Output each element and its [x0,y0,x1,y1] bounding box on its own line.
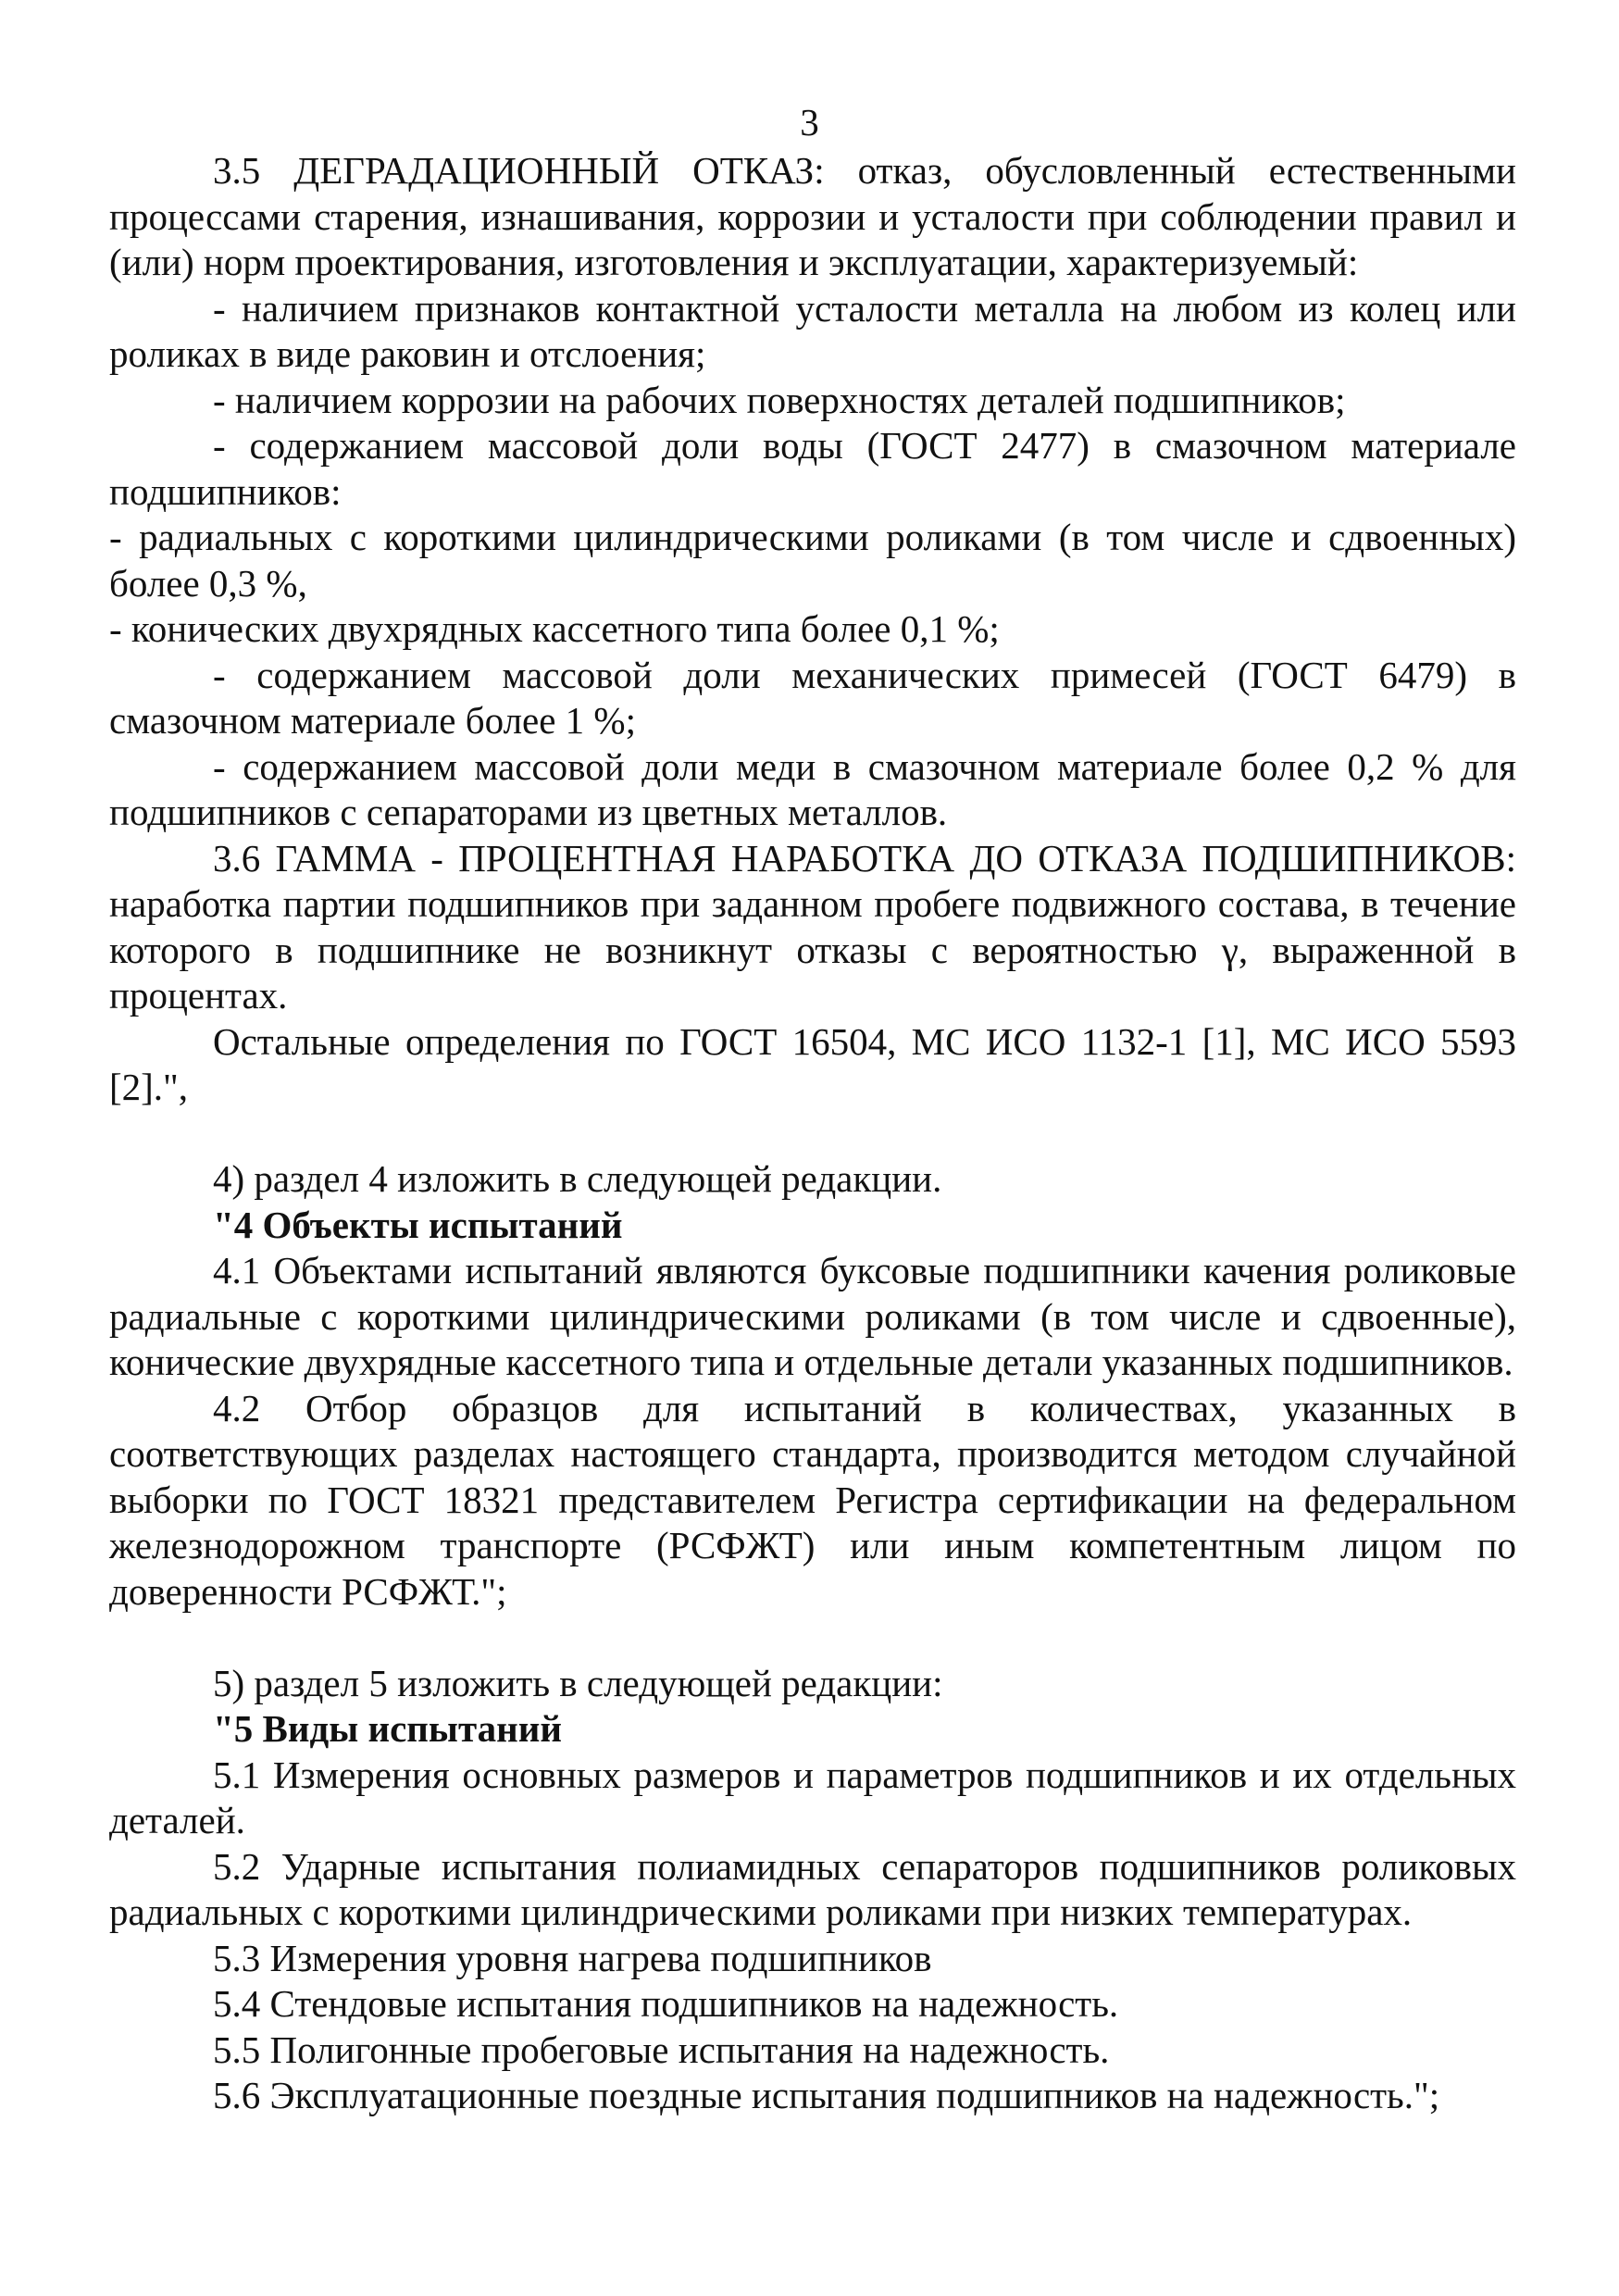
paragraph-5-5: 5.5 Полигонные пробеговые испытания на надежность. [213,2028,1110,2071]
section-heading-5: "5 Виды испытаний [213,1707,562,1750]
paragraph-item-4: 4) раздел 4 изложить в следующей редакции. [213,1157,942,1200]
paragraph-item-5: 5) раздел 5 изложить в следующей редакции: [213,1661,943,1704]
paragraph-contact-fatigue: - наличием признаков контактной усталости металла на любом из колец или роликах в виде раковин и отслоения; [109,286,1516,375]
paragraph-other-definitions: Остальные определения по ГОСТ 16504, МС ИСО 1132-1 [1], МС ИСО 5593 [2].", [109,1019,1516,1108]
paragraph-copper-content: - содержанием массовой доли меди в смазочном материале более 0,2 % для подшипников с сепараторами из цветных металлов. [109,744,1516,833]
paragraph-5-6: 5.6 Эксплуатационные поездные испытания подшипников на надежность."; [213,2074,1440,2116]
paragraph-5-1: 5.1 Измерения основных размеров и параметров подшипников и их отдельных деталей. [109,1753,1516,1841]
paragraph-mechanical-impurities: - содержанием массовой доли механических примесей (ГОСТ 6479) в смазочном материале более 1 %; [109,653,1516,742]
page-number: 3 [800,101,819,144]
paragraph-5-2: 5.2 Ударные испытания полиамидных сепараторов подшипников роликовых радиальных с короткими цилиндрическими роликами при низких температурах. [109,1844,1516,1933]
paragraph-radial-water: - радиальных с короткими цилиндрическими роликами (в том числе и сдвоенных) более 0,3 %, [109,516,1516,605]
section-heading-4: "4 Объекты испытаний [213,1203,623,1246]
paragraph-gap [109,1615,1516,1661]
paragraph-gap [109,1111,1516,1157]
paragraph-3-5: 3.5 ДЕГРАДАЦИОННЫЙ ОТКАЗ: отказ, обусловленный естественными процессами старения, изнашивания, коррозии и усталости при соблюдении правил и (или) норм проектирования, изготовления и эксплуатации, характеризуемый: [109,149,1516,283]
paragraph-corrosion: - наличием коррозии на рабочих поверхностях деталей подшипников; [213,378,1346,421]
paragraph-5-3: 5.3 Измерения уровня нагрева подшипников [213,1936,932,1979]
document-body [109,148,1516,2119]
paragraph-water-content: - содержанием массовой доли воды (ГОСТ 2477) в смазочном материале подшипников: [109,424,1516,513]
paragraph-conical-water: - конических двухрядных кассетного типа более 0,1 %; [109,607,1000,650]
paragraph-4-1: 4.1 Объектами испытаний являются буксовые подшипники качения роликовые радиальные с короткими цилиндрическими роликами (в том числе и сдвоенные), конические двухрядные кассетного типа и отдельные детали указанных подшипников. [109,1249,1516,1383]
paragraph-5-4: 5.4 Стендовые испытания подшипников на надежность. [213,1982,1119,2025]
paragraph-4-2: 4.2 Отбор образцов для испытаний в количествах, указанных в соответствующих разделах настоящего стандарта, производится методом случайной выборки по ГОСТ 18321 представителем Регистра сертификации на федеральном железнодорожном транспорте (РСФЖТ) или иным компетентным лицом по доверенности РСФЖТ."; [109,1386,1516,1613]
paragraph-3-6: 3.6 ГАММА - ПРОЦЕНТНАЯ НАРАБОТКА ДО ОТКАЗА ПОДШИПНИКОВ: наработка партии подшипников при заданном пробеге подвижного состава, в течение которого в подшипнике не возникнут отказы с вероятностью γ, выраженной в процентах. [109,836,1516,1017]
